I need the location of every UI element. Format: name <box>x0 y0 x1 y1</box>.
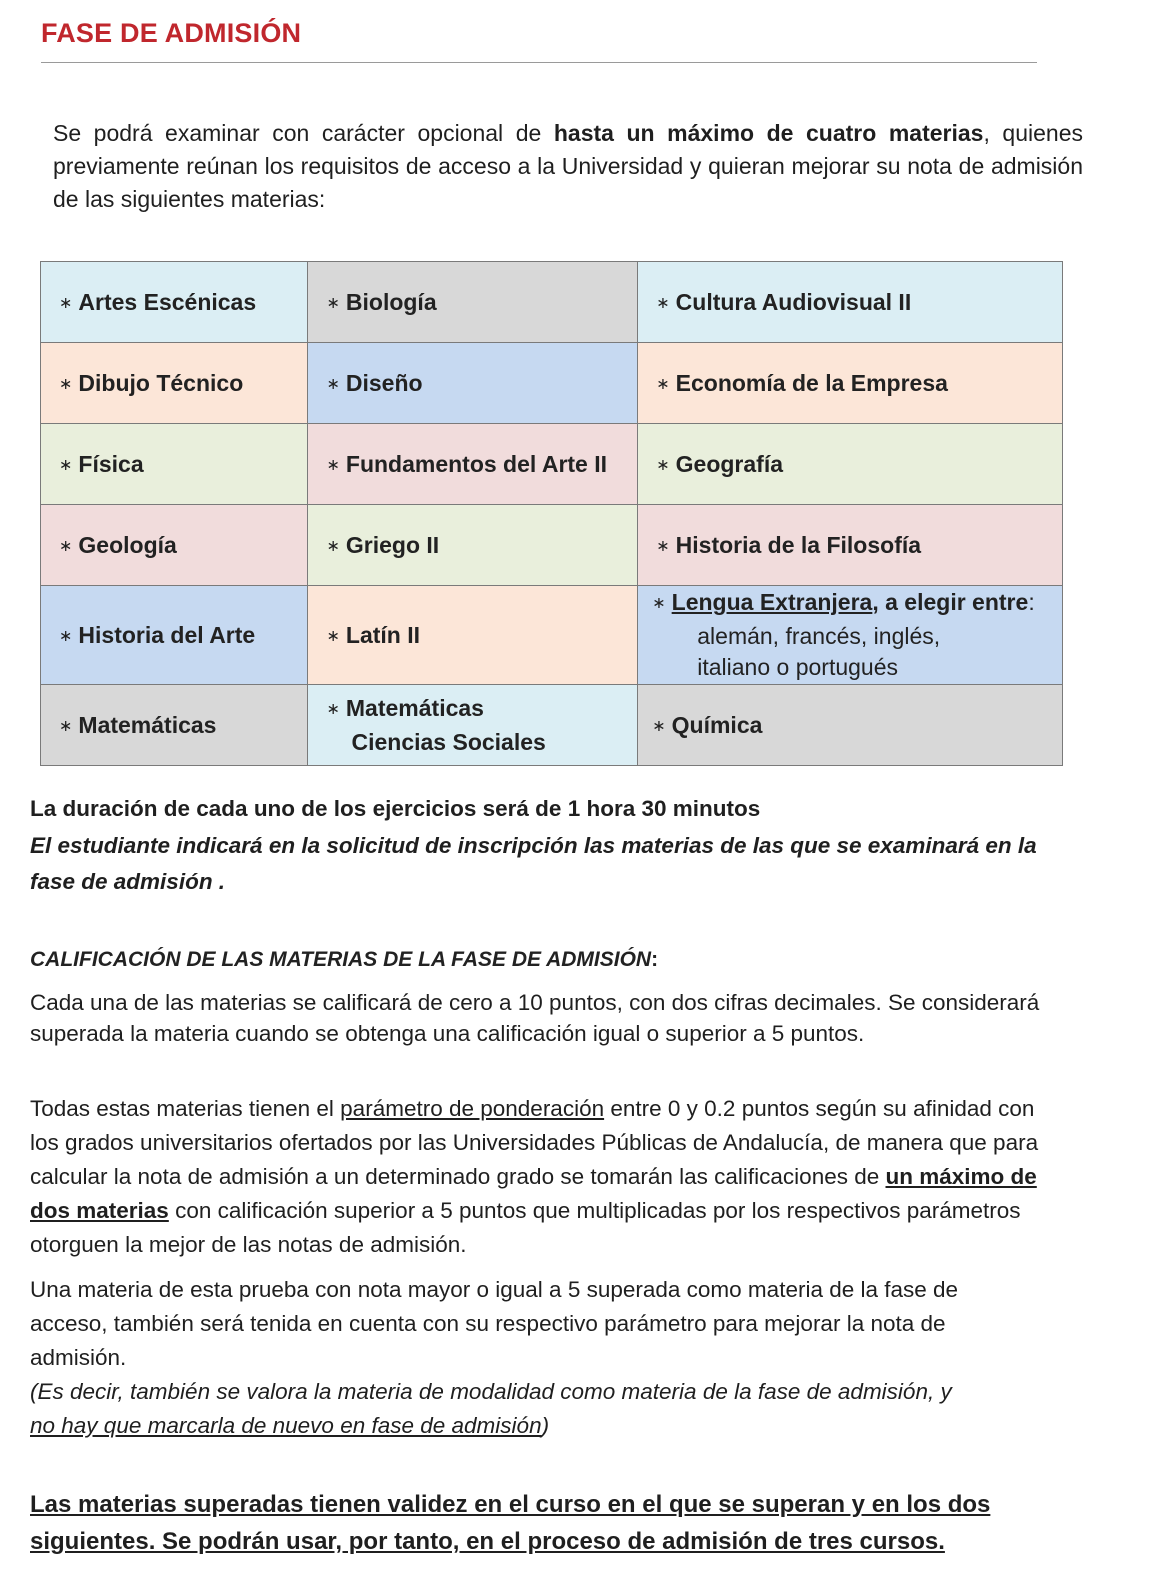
subject-cell <box>41 505 308 586</box>
subject-label: Dibujo Técnico <box>78 369 244 396</box>
subject-label: Matemáticas <box>78 711 217 738</box>
intro-paragraph <box>53 117 1083 216</box>
validity-note: Las materias superadas tienen validez en el curso en el que se superan y en los dos siguientes. Se podrán usar, por tanto, en el proceso de admisión de tres cursos. <box>30 1491 991 1555</box>
bullet-icon: ∗ <box>652 717 666 735</box>
grading-heading-text: CALIFICACIÓN DE LAS MATERIAS DE LA FASE DE ADMISIÓN <box>30 948 652 971</box>
subject-cell <box>638 505 1063 586</box>
matematicas-cs-cell <box>308 685 638 766</box>
note-italic-line-1: (Es decir, también se valora la materia de modalidad como materia de la fase de admisión, y <box>30 1379 952 1404</box>
bullet-icon: ∗ <box>59 294 73 312</box>
title-divider <box>41 62 1037 63</box>
grading-heading <box>30 948 658 972</box>
subject-label: Griego II <box>345 531 440 558</box>
table-row <box>41 343 1063 424</box>
bullet-icon: ∗ <box>59 456 73 474</box>
subject-label: Geografía <box>675 450 784 477</box>
table-row <box>41 262 1063 343</box>
note-italic-end: ) <box>541 1413 550 1438</box>
table-row <box>41 424 1063 505</box>
page-title: FASE DE ADMISIÓN <box>41 18 302 48</box>
subject-label: Economía de la Empresa <box>675 369 948 396</box>
grading-heading-colon: : <box>651 948 659 971</box>
subject-label: Biología <box>345 288 437 315</box>
lengua-extranjera-link[interactable]: Lengua Extranjera <box>671 589 873 615</box>
subject-label: Diseño <box>345 369 423 396</box>
subject-label: Latín II <box>345 621 421 648</box>
subject-cell <box>41 262 308 343</box>
subject-cell <box>308 262 638 343</box>
ponderacion-paragraph <box>30 1092 1040 1262</box>
subject-cell <box>308 343 638 424</box>
intro-text-1: Se podrá examinar con carácter opcional de <box>53 120 554 146</box>
bullet-icon: ∗ <box>326 700 340 718</box>
bullet-icon: ∗ <box>656 375 670 393</box>
mat-cs-line-2: Ciencias Sociales <box>351 728 546 755</box>
note-italic-line-2: no hay que marcarla de nuevo en fase de admisión <box>30 1413 542 1438</box>
lengua-colon: : <box>1028 589 1035 615</box>
param-text-1: Todas estas materias tienen el <box>30 1096 341 1121</box>
subject-cell <box>638 343 1063 424</box>
subject-label: Geología <box>78 531 177 558</box>
subject-cell <box>638 424 1063 505</box>
subject-cell <box>308 505 638 586</box>
intro-text-2: , quienes previamente reúnan los requisitos de acceso a la Universidad y quieran mejorar su nota de admisión de las siguientes materias: <box>53 120 1083 212</box>
subject-cell <box>41 424 308 505</box>
lengua-options-line-1: alemán, francés, inglés, <box>697 623 941 649</box>
bullet-icon: ∗ <box>59 717 73 735</box>
subject-cell <box>41 685 308 766</box>
parametro-ponderacion-link[interactable]: parámetro de ponderación <box>340 1096 605 1121</box>
param-text-2: entre 0 y 0.2 puntos según su afinidad con los grados universitarios ofertados por las Universidades Públicas de Andalucía, de manera que para calcular la nota de admisión a un determinado grado se tomarán las calificaciones de <box>30 1096 1039 1189</box>
lengua-extranjera-cell <box>638 586 1063 685</box>
bullet-icon: ∗ <box>326 375 340 393</box>
subject-cell <box>41 343 308 424</box>
bullet-icon: ∗ <box>652 595 666 612</box>
subject-cell <box>308 424 638 505</box>
table-row <box>41 586 1063 685</box>
bullet-icon: ∗ <box>59 627 73 645</box>
bullet-icon: ∗ <box>326 294 340 312</box>
duration-text: La duración de cada uno de los ejercicios será de 1 hora 30 minutos <box>30 796 761 821</box>
subject-label: Física <box>78 450 144 477</box>
bullet-icon: ∗ <box>656 537 670 555</box>
subject-label: Química <box>671 711 763 738</box>
note-text: Una materia de esta prueba con nota mayor o igual a 5 superada como materia de la fase de acceso, también será tenida en cuenta con su respectivo parámetro para mejorar la nota de admisión. <box>30 1277 959 1370</box>
bullet-icon: ∗ <box>59 537 73 555</box>
bullet-icon: ∗ <box>326 456 340 474</box>
bullet-icon: ∗ <box>59 375 73 393</box>
param-text-3: con calificación superior a 5 puntos que multiplicadas por los respectivos parámetros otorguen la mejor de las notas de admisión. <box>30 1198 1021 1257</box>
subject-cell <box>308 586 638 685</box>
param-bold: un máximo de dos materias <box>30 1164 1037 1223</box>
subject-label: Historia del Arte <box>78 621 256 648</box>
subjects-table <box>40 261 1063 766</box>
subject-label: Cultura Audiovisual II <box>675 288 912 315</box>
inscription-text: El estudiante indicará en la solicitud de inscripción las materias de las que se examinará en la fase de admisión . <box>30 833 1037 894</box>
subject-label: Historia de la Filosofía <box>675 531 922 558</box>
subject-label: Fundamentos del Arte II <box>345 450 608 477</box>
subject-label: Artes Escénicas <box>78 288 257 315</box>
grading-paragraph: Cada una de las materias se calificará de cero a 10 puntos, con dos cifras decimales. Se considerará superada la materia cuando se obtenga una calificación igual o superior a 5 puntos. <box>30 990 1040 1046</box>
bullet-icon: ∗ <box>326 627 340 645</box>
bullet-icon: ∗ <box>656 456 670 474</box>
subject-cell <box>41 586 308 685</box>
lengua-extranjera-rest: , a elegir entre <box>872 589 1029 615</box>
mat-cs-line-1: Matemáticas <box>345 694 484 721</box>
bullet-icon: ∗ <box>326 537 340 555</box>
subject-cell <box>638 262 1063 343</box>
intro-bold: hasta un máximo de cuatro materias <box>553 120 984 146</box>
subject-cell <box>638 685 1063 766</box>
lengua-options-line-2: italiano o portugués <box>697 654 899 680</box>
bullet-icon: ∗ <box>656 294 670 312</box>
table-row <box>41 685 1063 766</box>
table-row <box>41 505 1063 586</box>
note-paragraph <box>30 1273 1040 1443</box>
